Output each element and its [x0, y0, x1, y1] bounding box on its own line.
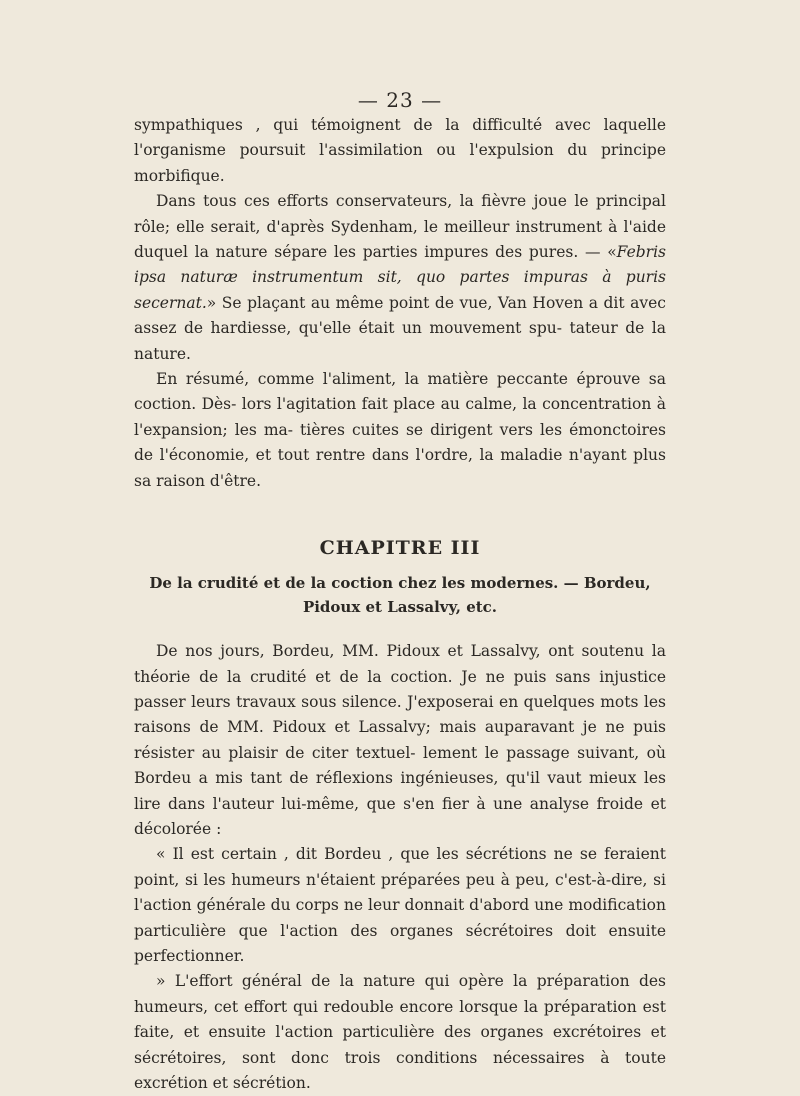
body-text [134, 113, 666, 1096]
paragraph [134, 969, 666, 1096]
paragraph-text: sympathiques , qui témoignent de la difficulté avec laquelle l'organisme poursuit l'assimilation ou l'expulsion du principe morbifique. [134, 116, 666, 185]
paragraph-text: Dans tous ces efforts conservateurs, la fièvre joue le principal rôle; elle serait, d'après Sydenham, le meilleur instrument à l'aide duquel la nature sépare les parties impures des pures. — « [134, 192, 666, 262]
paragraph [134, 639, 666, 842]
paragraph-text: « Il est certain , dit Bordeu , que les sécrétions ne se feraient point, si les humeurs n'étaient préparées peu à peu, c'est-à-dire, si l'action générale du corps ne leur donnait d'abord une modification particulière que l'action des organes sécrétoires doit ensuite perfectionner. [134, 845, 666, 965]
paragraph [134, 113, 666, 189]
paragraphs-before [134, 113, 666, 494]
paragraph [134, 189, 666, 367]
latin-quotation: Febris ipsa naturæ instrumentum sit, quo partes impuras à puris secernat. [134, 243, 666, 312]
paragraph-text: » Se plaçant au même point de vue, Van Hoven a dit avec assez de hardiesse, qu'elle était un mouvement spu- tateur de la nature. [134, 293, 666, 363]
chapter-subtitle: De la crudité et de la coction chez les modernes. — Bordeu, Pidoux et Lassalvy, etc. [149, 574, 651, 617]
chapter-heading: CHAPITRE III [319, 537, 481, 560]
paragraph-text: De nos jours, Bordeu, MM. Pidoux et Lassalvy, ont soutenu la théorie de la crudité et de la coction. Je ne puis sans injustice passer leurs travaux sous silence. J'exposerai en quelques mots les raisons de MM. Pidoux et Lassalvy; mais auparavant je ne puis résister au plaisir de citer textuel- lement le passage suivant, où Bordeu a mis tant de réflexions ingénieuses, qu'il vaut mieux les lire dans l'auteur lui-même, que s'en fier à une analyse froide et décolorée : [134, 642, 666, 838]
paragraph [134, 842, 666, 969]
paragraph-text: En résumé, comme l'aliment, la matière peccante éprouve sa coction. Dès- lors l'agitation fait place au calme, la concentration à l'expansion; les ma- tières cuites se dirigent vers les émonctoires de l'économie, et tout rentre dans l'ordre, la maladie n'ayant plus sa raison d'être. [134, 370, 666, 490]
paragraphs-after [134, 639, 666, 1096]
paragraph [134, 367, 666, 494]
page-number: — 23 — [357, 88, 443, 112]
paragraph-text: » L'effort général de la nature qui opère la préparation des humeurs, cet effort qui redouble encore lorsque la préparation est faite, et ensuite l'action particulière des organes excrétoires et sécrétoires, sont donc trois conditions nécessaires à toute excrétion et sécrétion. [134, 972, 666, 1092]
